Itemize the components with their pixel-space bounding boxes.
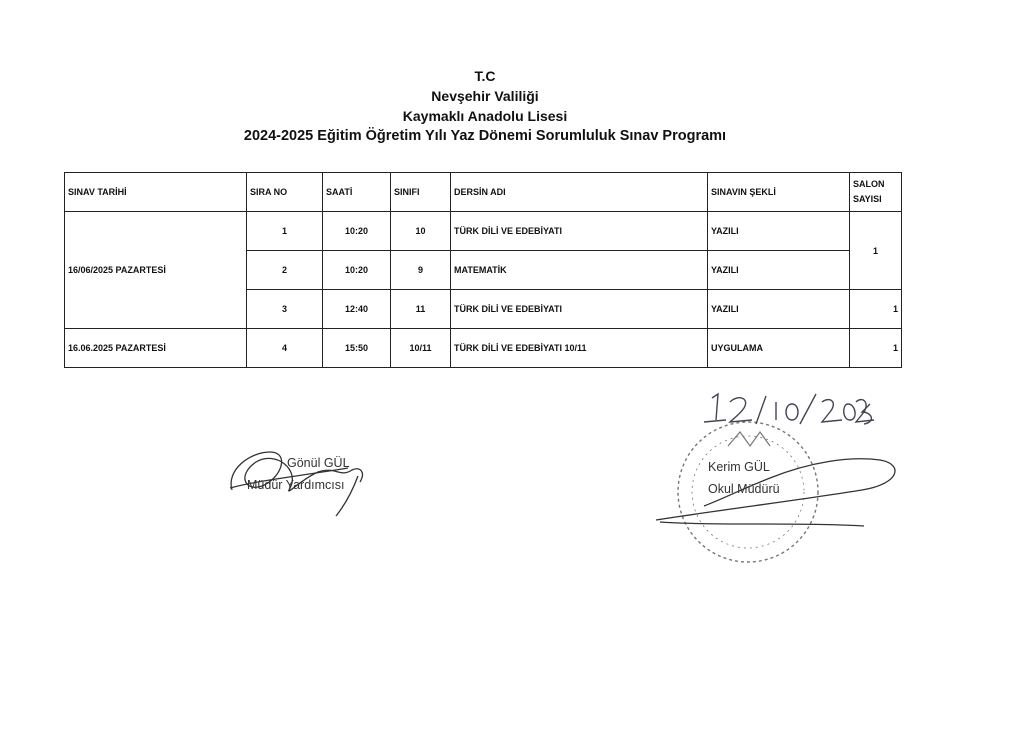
header-course: DERSİN ADI [451,173,708,212]
header-time: SAATİ [323,173,391,212]
cell-course: TÜRK DİLİ VE EDEBİYATI 10/11 [451,329,708,368]
cell-type: YAZILI [708,212,850,251]
handwritten-date [704,394,874,424]
cell-class: 9 [391,251,451,290]
header-salon-line2: SAYISI [853,194,882,204]
right-signatory-name: Kerim GÜL [708,460,770,474]
cell-course: TÜRK DİLİ VE EDEBİYATI [451,212,708,251]
cell-salon: 1 [850,329,902,368]
cell-time: 12:40 [323,290,391,329]
cell-type: YAZILI [708,290,850,329]
cell-salon: 1 [850,212,902,290]
header-date: SINAV TARİHİ [65,173,247,212]
cell-salon: 1 [850,290,902,329]
header-class: SINIFI [391,173,451,212]
cell-no: 3 [247,290,323,329]
right-signature-block [708,456,780,500]
header-type: SINAVIN ŞEKLİ [708,173,850,212]
cell-no: 4 [247,329,323,368]
cell-class: 10 [391,212,451,251]
left-signatory-title: Müdür Yardımcısı [247,478,345,492]
cell-class: 10/11 [391,329,451,368]
cell-type: UYGULAMA [708,329,850,368]
cell-class: 11 [391,290,451,329]
right-signatory-title: Okul Müdürü [708,482,780,496]
cell-course: TÜRK DİLİ VE EDEBİYATI [451,290,708,329]
header-program-title: 2024-2025 Eğitim Öğretim Yılı Yaz Dönemi Sorumluluk Sınav Programı [243,128,727,144]
cell-no: 2 [247,251,323,290]
header-tc: T.C [474,68,496,84]
header-salon-line1: SALON [853,179,885,189]
header-no: SIRA NO [247,173,323,212]
left-signature-block [247,452,350,496]
header-school: Kaymaklı Anadolu Lisesi [402,108,568,124]
cell-course: MATEMATİK [451,251,708,290]
cell-time: 10:20 [323,212,391,251]
group1-date: 16/06/2025 PAZARTESİ [65,212,247,329]
cell-time: 10:20 [323,251,391,290]
left-signatory-name: Gönül GÜL [287,456,350,470]
cell-no: 1 [247,212,323,251]
cell-time: 15:50 [323,329,391,368]
header-governorship: Nevşehir Valiliği [431,88,539,104]
group2-date: 16.06.2025 PAZARTESİ [65,329,247,368]
cell-type: YAZILI [708,251,850,290]
